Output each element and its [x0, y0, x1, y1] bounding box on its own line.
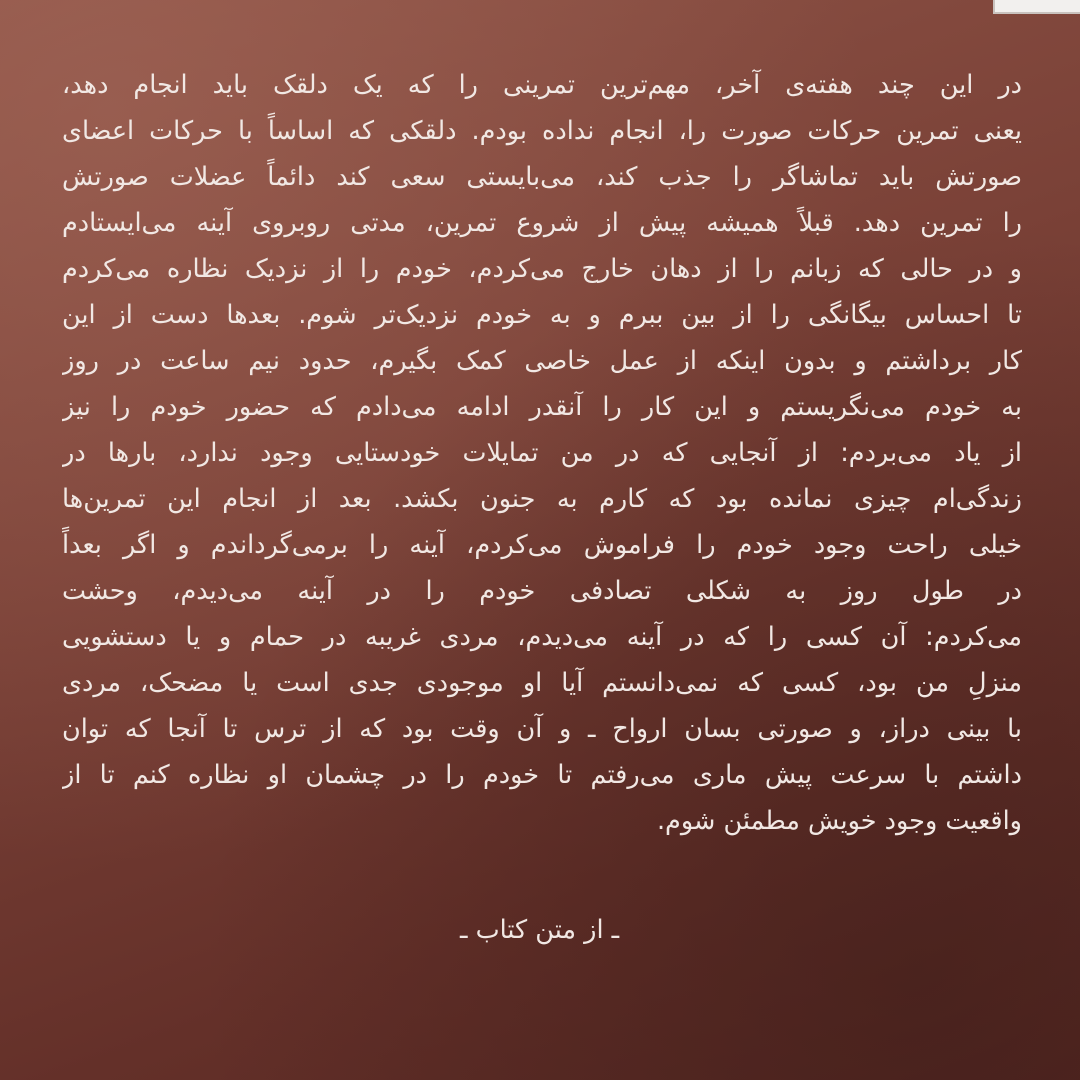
excerpt-line: صورتش باید تماشاگر را جذب کند، می‌بایستی سعی کند دائماً عضلات صورتش — [62, 162, 1022, 192]
excerpt-line: زندگی‌ام چیزی نمانده بود که کارم به جنون بکشد. بعد از انجام این تمرین‌ها — [62, 484, 1022, 514]
source-note-text: ـ از متن کتاب ـ — [460, 915, 620, 945]
excerpt-line: و در حالی که زبانم را از دهان خارج می‌کردم، خودم را از نزدیک نظاره می‌کردم — [62, 254, 1022, 284]
excerpt-line: در طول روز به شکلی تصادفی خودم را در آینه می‌دیدم، وحشت — [62, 576, 1022, 606]
book-excerpt — [62, 62, 1022, 844]
excerpt-line: را تمرین دهد. قبلاً همیشه پیش از شروع تمرین، مدتی روبروی آینه می‌ایستادم — [62, 208, 1022, 238]
excerpt-line: به خودم می‌نگریستم و این کار را آنقدر ادامه می‌دادم که حضور خودم را نیز — [62, 392, 1022, 422]
excerpt-line: از یاد می‌بردم: از آنجایی که در من تمایلات خودستایی وجود ندارد، بارها در — [62, 438, 1022, 468]
excerpt-line: می‌کردم: آن کسی را که در آینه می‌دیدم، مردی غریبه در حمام و یا دستشویی — [62, 622, 1022, 652]
excerpt-line: در این چند هفته‌ی آخر، مهم‌ترین تمرینی را که یک دلقک باید انجام دهد، — [62, 70, 1022, 100]
excerpt-line: یعنی تمرین حرکات صورت را، انجام نداده بودم. دلقکی که اساساً با حرکات اعضای — [62, 116, 1022, 146]
excerpt-line: خیلی راحت وجود خودم را فراموش می‌کردم، آینه را برمی‌گرداندم و اگر بعداً — [62, 530, 1022, 560]
excerpt-line: منزلِ من بود، کسی که نمی‌دانستم آیا او موجودی جدی است یا مضحک، مردی — [62, 668, 1022, 698]
source-note — [318, 910, 1018, 950]
excerpt-line: داشتم با سرعت پیش ماری می‌رفتم تا خودم را در چشمان او نظاره کنم تا از — [62, 760, 1022, 790]
excerpt-line: تا احساس بیگانگی را از بین ببرم و به خودم نزدیک‌تر شوم. بعدها دست از این — [62, 300, 1022, 330]
excerpt-line: کار برداشتم و بدون اینکه از عمل خاصی کمک بگیرم، حدود نیم ساعت در روز — [62, 346, 1022, 376]
excerpt-line: با بینی دراز، و صورتی بسان ارواح ـ و آن وقت بود که از ترس تا آنجا که توان — [62, 714, 1022, 744]
excerpt-line: واقعیت وجود خویش مطمئن شوم. — [656, 806, 1022, 836]
